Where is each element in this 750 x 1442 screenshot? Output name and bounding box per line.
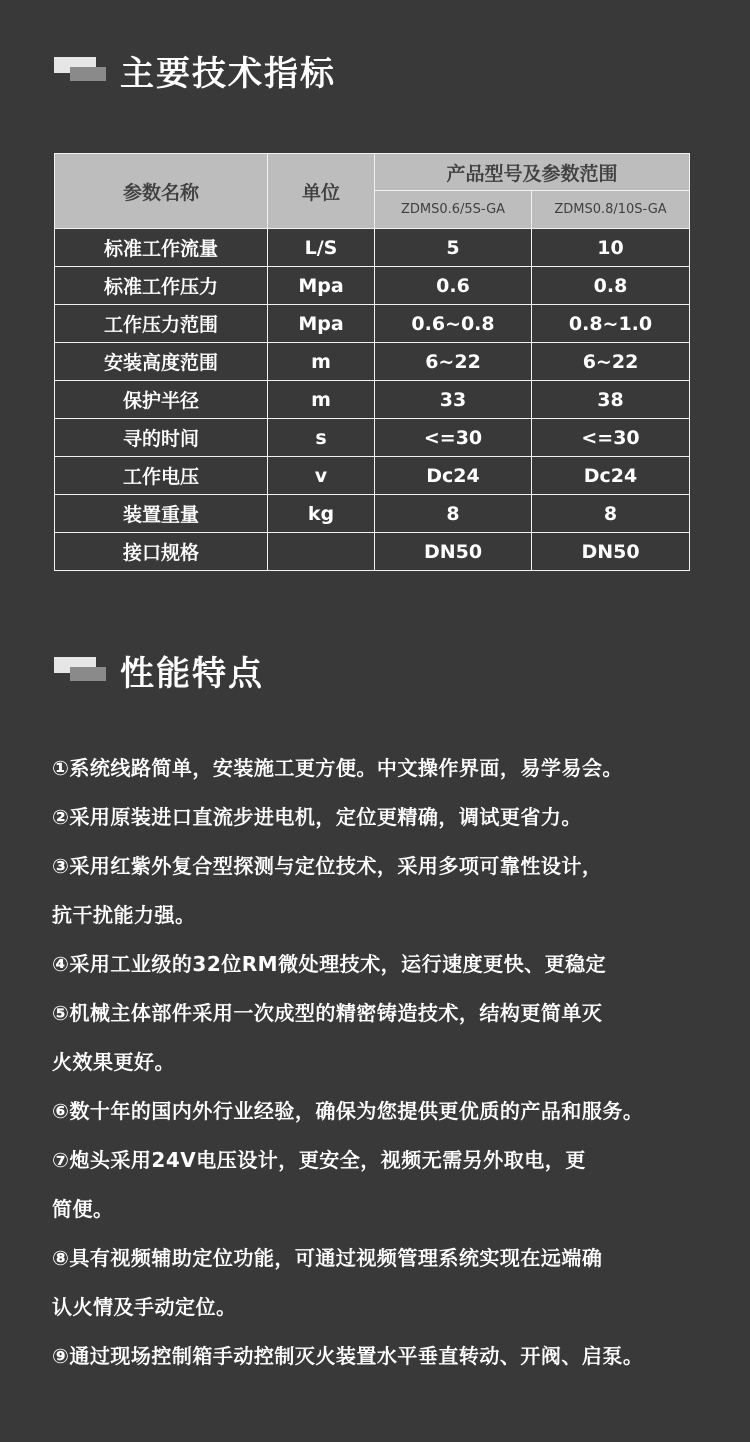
- table-row: [55, 343, 690, 381]
- header-param-name: 参数名称: [55, 154, 268, 229]
- feature-line: 认火情及手动定位。: [52, 1295, 237, 1319]
- table-row: [55, 267, 690, 305]
- param-name-cell: 工作电压: [55, 457, 268, 495]
- param-name-cell: 寻的时间: [55, 419, 268, 457]
- header-model-1: ZDMS0.6/5S-GA: [375, 191, 532, 229]
- feature-line: ②采用原装进口直流步进电机，定位更精确，调试更省力。: [52, 805, 582, 829]
- feature-line: ③采用红紫外复合型探测与定位技术，采用多项可靠性设计，: [52, 854, 603, 878]
- header-unit: 单位: [268, 154, 375, 229]
- model2-value-cell: 0.8~1.0: [532, 305, 690, 343]
- section-title-features: 性能特点: [120, 653, 264, 694]
- table-row: [55, 305, 690, 343]
- model1-value-cell: 6~22: [375, 343, 532, 381]
- feature-line: ⑨通过现场控制箱手动控制灭火装置水平垂直转动、开阀、启泵。: [52, 1344, 644, 1368]
- model2-value-cell: Dc24: [532, 457, 690, 495]
- section-mark-icon: [54, 55, 108, 85]
- model1-value-cell: <=30: [375, 419, 532, 457]
- section-header-features: [54, 650, 264, 694]
- feature-list: [52, 744, 742, 1381]
- model2-value-cell: 0.8: [532, 267, 690, 305]
- unit-cell: m: [268, 381, 375, 419]
- param-name-cell: 保护半径: [55, 381, 268, 419]
- table-row: [55, 419, 690, 457]
- model1-value-cell: 0.6~0.8: [375, 305, 532, 343]
- table-row: [55, 229, 690, 267]
- model2-value-cell: 10: [532, 229, 690, 267]
- param-name-cell: 安装高度范围: [55, 343, 268, 381]
- section-mark-icon: [54, 655, 108, 685]
- model2-value-cell: <=30: [532, 419, 690, 457]
- model2-value-cell: 38: [532, 381, 690, 419]
- param-name-cell: 标准工作流量: [55, 229, 268, 267]
- model1-value-cell: Dc24: [375, 457, 532, 495]
- section-title-specs: 主要技术指标: [120, 53, 336, 94]
- unit-cell: [268, 533, 375, 571]
- param-name-cell: 工作压力范围: [55, 305, 268, 343]
- feature-line: 简便。: [52, 1197, 114, 1221]
- unit-cell: v: [268, 457, 375, 495]
- model2-value-cell: 6~22: [532, 343, 690, 381]
- model1-value-cell: 5: [375, 229, 532, 267]
- table-row: [55, 381, 690, 419]
- unit-cell: L/S: [268, 229, 375, 267]
- section-header-specs: [54, 50, 336, 94]
- param-name-cell: 装置重量: [55, 495, 268, 533]
- feature-line: ④采用工业级的32位RM微处理技术，运行速度更快、更稳定: [52, 952, 607, 976]
- param-name-cell: 标准工作压力: [55, 267, 268, 305]
- table-row: [55, 533, 690, 571]
- table-row: [55, 457, 690, 495]
- feature-line: ⑥数十年的国内外行业经验，确保为您提供更优质的产品和服务。: [52, 1099, 644, 1123]
- model1-value-cell: 0.6: [375, 267, 532, 305]
- spec-table: [54, 153, 690, 571]
- feature-line: 抗干扰能力强。: [52, 903, 196, 927]
- unit-cell: s: [268, 419, 375, 457]
- table-row: [55, 495, 690, 533]
- unit-cell: Mpa: [268, 305, 375, 343]
- model1-value-cell: 33: [375, 381, 532, 419]
- model2-value-cell: DN50: [532, 533, 690, 571]
- feature-line: 火效果更好。: [52, 1050, 175, 1074]
- model1-value-cell: DN50: [375, 533, 532, 571]
- feature-line: ⑧具有视频辅助定位功能，可通过视频管理系统实现在远端确: [52, 1246, 603, 1270]
- header-product-range: 产品型号及参数范围: [375, 154, 690, 191]
- feature-line: ⑦炮头采用24V电压设计，更安全，视频无需另外取电，更: [52, 1148, 586, 1172]
- header-model-2: ZDMS0.8/10S-GA: [532, 191, 690, 229]
- unit-cell: kg: [268, 495, 375, 533]
- unit-cell: m: [268, 343, 375, 381]
- model1-value-cell: 8: [375, 495, 532, 533]
- feature-line: ①系统线路简单，安装施工更方便。中文操作界面，易学易会。: [52, 756, 623, 780]
- model2-value-cell: 8: [532, 495, 690, 533]
- param-name-cell: 接口规格: [55, 533, 268, 571]
- feature-line: ⑤机械主体部件采用一次成型的精密铸造技术，结构更简单灭: [52, 1001, 603, 1025]
- unit-cell: Mpa: [268, 267, 375, 305]
